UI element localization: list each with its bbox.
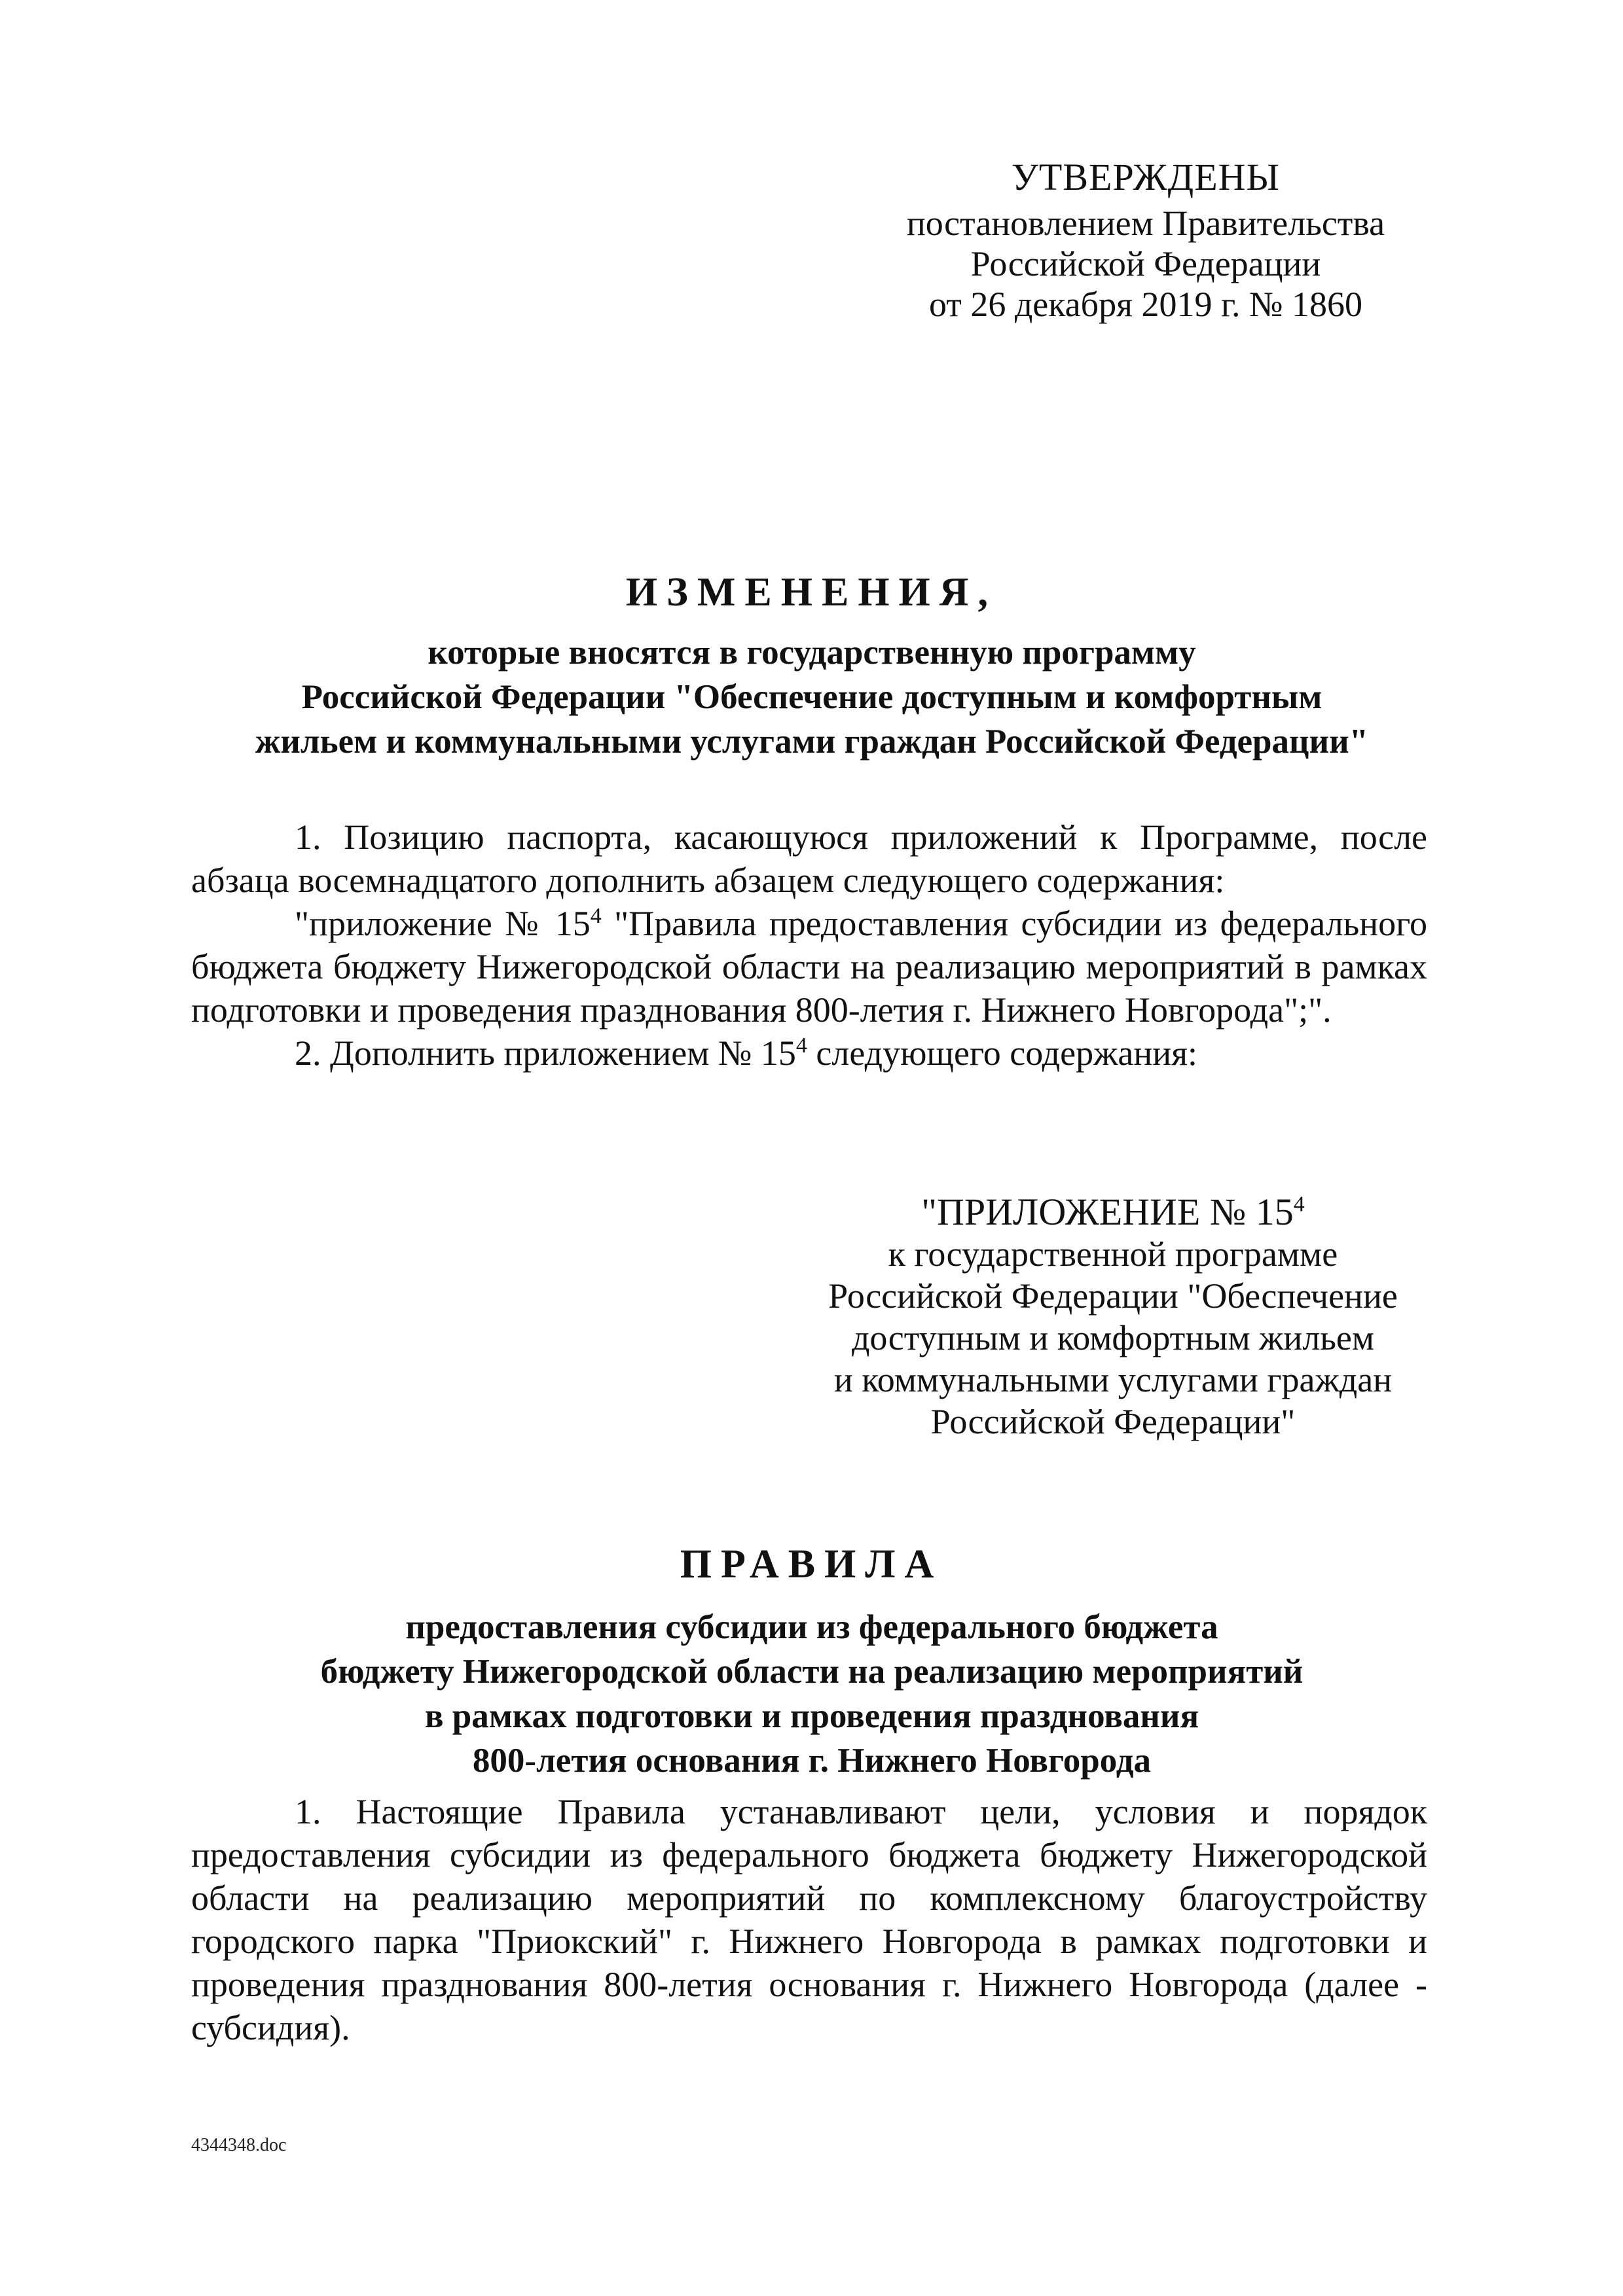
appendix-heading-text: "ПРИЛОЖЕНИЕ № 15 bbox=[921, 1191, 1294, 1233]
rules-paragraph-1: 1. Настоящие Правила устанавливают цели, условия и порядок предоставления субсидии из федерального бюджета бюджету Нижегородской области на реализацию мероприятий по комплексному благоустройству городского парка "Приокский" г. Нижнего Новгорода в рамках подготовки и проведения празднования 800-летия основания г. Нижнего Новгорода (далее - субсидия). bbox=[191, 1792, 1427, 2047]
rules-body bbox=[191, 1790, 1427, 2049]
document-file-id: 4344348.doc bbox=[191, 2135, 287, 2155]
appendix-block bbox=[753, 1191, 1473, 1443]
item-1-quote-start: "приложение № 15 bbox=[295, 904, 591, 943]
changes-items bbox=[191, 816, 1427, 1075]
appendix-line: доступным и комфортным жильем bbox=[851, 1318, 1375, 1357]
item-2-end: следующего содержания: bbox=[807, 1033, 1198, 1073]
item-2-sup: 4 bbox=[795, 1033, 807, 1058]
approval-heading: УТВЕРЖДЕНЫ bbox=[1011, 156, 1281, 198]
appendix-line: и коммунальными услугами граждан bbox=[833, 1360, 1393, 1399]
changes-subtitle-line: которые вносятся в государственную программу bbox=[428, 634, 1196, 672]
changes-title: ИЗМЕНЕНИЯ, bbox=[625, 570, 998, 615]
rules-subtitle-line: 800-летия основания г. Нижнего Новгорода bbox=[472, 1742, 1152, 1780]
rules-subtitle-line: предоставления субсидии из федерального бюджета bbox=[405, 1608, 1218, 1646]
approval-line: от 26 декабря 2019 г. № 1860 bbox=[928, 285, 1363, 324]
changes-subtitle-line: жильем и коммунальными услугами граждан Российской Федерации" bbox=[255, 723, 1369, 761]
appendix-line: Российской Федерации" bbox=[930, 1402, 1296, 1441]
approval-line: постановлением Правительства bbox=[906, 204, 1385, 243]
approval-block bbox=[851, 157, 1440, 325]
appendix-line: Российской Федерации "Обеспечение bbox=[828, 1276, 1398, 1316]
rules-subtitle-line: бюджету Нижегородской области на реализацию мероприятий bbox=[320, 1653, 1304, 1691]
rules-title: ПРАВИЛА bbox=[680, 1542, 943, 1587]
rules-subtitle-line: в рамках подготовки и проведения празднования bbox=[424, 1697, 1199, 1735]
item-1-quote-end: "Правила предоставления субсидии из федерального бюджета бюджету Нижегородской области на реализацию мероприятий в рамках подготовки и проведения празднования 800-летия г. Нижнего Новгорода";". bbox=[191, 904, 1427, 1030]
changes-subtitle-line: Российской Федерации "Обеспечение доступным и комфортным bbox=[301, 678, 1322, 716]
item-1-quote bbox=[191, 902, 1427, 1031]
rules-subtitle bbox=[151, 1605, 1473, 1783]
appendix-line: к государственной программе bbox=[888, 1234, 1338, 1274]
appendix-heading bbox=[753, 1191, 1473, 1233]
item-2-start: 2. Дополнить приложением № 15 bbox=[295, 1033, 796, 1073]
appendix-heading-sup: 4 bbox=[1293, 1192, 1305, 1217]
approval-line: Российской Федерации bbox=[970, 244, 1321, 283]
item-1-quote-sup: 4 bbox=[590, 904, 602, 928]
item-1: 1. Позицию паспорта, касающуюся приложений к Программе, после абзаца восемнадцатого дополнить абзацем следующего содержания: bbox=[191, 817, 1427, 900]
changes-subtitle bbox=[151, 630, 1473, 764]
item-2 bbox=[191, 1031, 1427, 1075]
